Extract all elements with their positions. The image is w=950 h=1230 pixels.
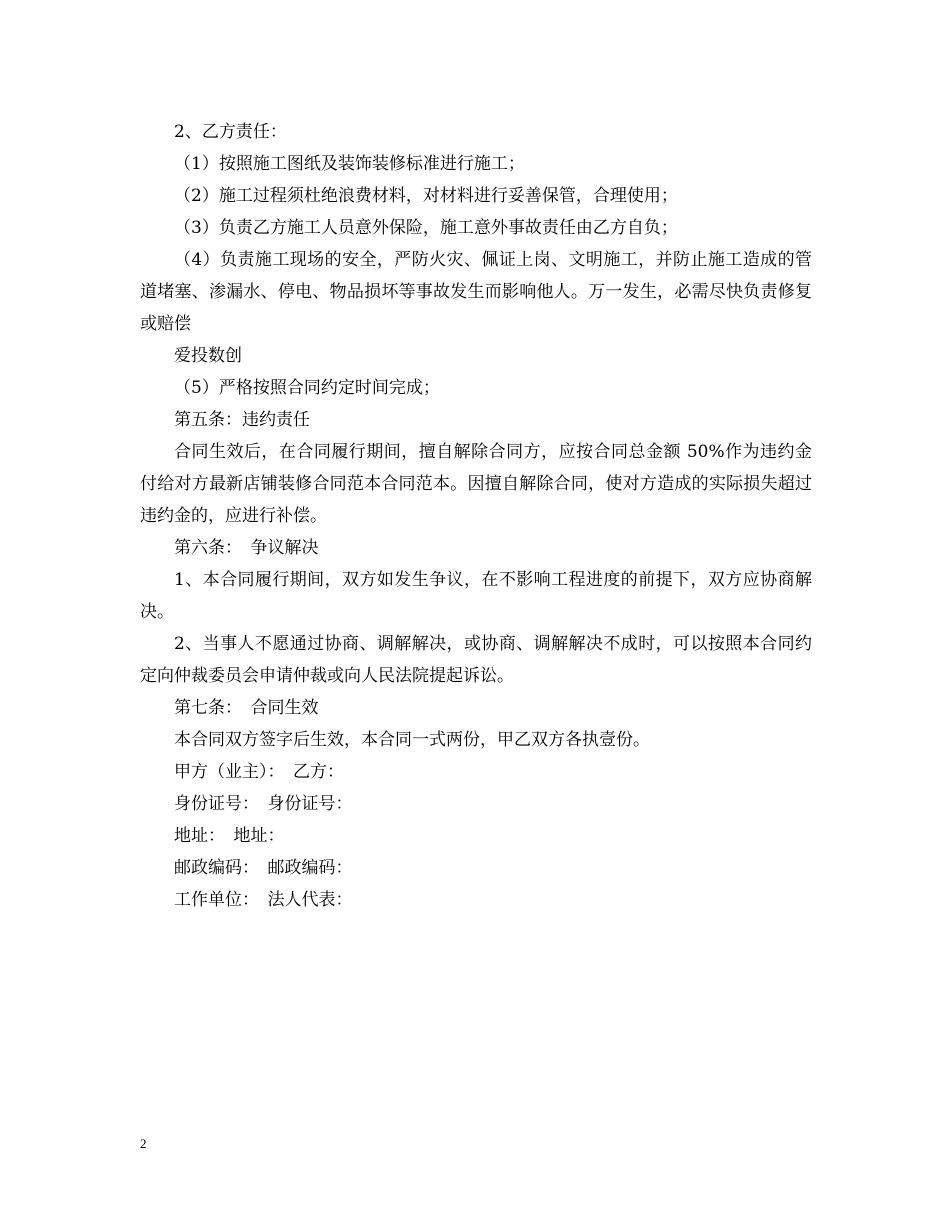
signature-employer-line: 工作单位： 法人代表： [174, 890, 353, 910]
paragraph-item-3: （3）负责乙方施工人员意外保险，施工意外事故责任由乙方自负； [174, 218, 678, 238]
article-5-heading: 第五条：违约责任 [174, 410, 310, 430]
paragraph-item-2: （2）施工过程须杜绝浪费材料，对材料进行妥善保管，合理使用； [174, 186, 678, 206]
paragraph-watermark-text: 爱投数创 [174, 346, 242, 366]
paragraph-item-5: （5）严格按照合同约定时间完成； [174, 378, 440, 398]
page-number: 2 [140, 1136, 147, 1151]
article-7-heading: 第七条： 合同生效 [174, 698, 319, 718]
article-5-body: 合同生效后，在合同履行期间，擅自解除合同方，应按合同总金额 50%作为违约金付给对方最新店铺装修合同范本合同范本。因擅自解除合同，使对方造成的实际损失超过违约金的，应进行补偿。 [140, 442, 812, 526]
paragraph-item-1: （1）按照施工图纸及装饰装修标准进行施工； [174, 154, 525, 174]
signature-party-line: 甲方（业主）： 乙方： [174, 762, 344, 782]
article-6-clause-1: 1、本合同履行期间，双方如发生争议，在不影响工程进度的前提下，双方应协商解决。 [140, 570, 812, 622]
signature-postcode-line: 邮政编码： 邮政编码： [174, 858, 353, 878]
paragraph-party-b-responsibility-heading: 2、乙方责任： [174, 122, 287, 142]
document-body [140, 116, 812, 916]
signature-address-line: 地址： 地址： [174, 826, 285, 846]
article-6-heading: 第六条： 争议解决 [174, 538, 319, 558]
signature-id-line: 身份证号： 身份证号： [174, 794, 353, 814]
article-7-body: 本合同双方签字后生效，本合同一式两份，甲乙双方各执壹份。 [174, 730, 650, 750]
article-6-clause-2: 2、当事人不愿通过协商、调解解决，或协商、调解解决不成时，可以按照本合同约定向仲裁委员会申请仲裁或向人民法院提起诉讼。 [140, 634, 812, 686]
paragraph-item-4: （4）负责施工现场的安全，严防火灾、佩证上岗、文明施工，并防止施工造成的管道堵塞、渗漏水、停电、物品损坏等事故发生而影响他人。万一发生，必需尽快负责修复或赔偿 [140, 250, 812, 334]
